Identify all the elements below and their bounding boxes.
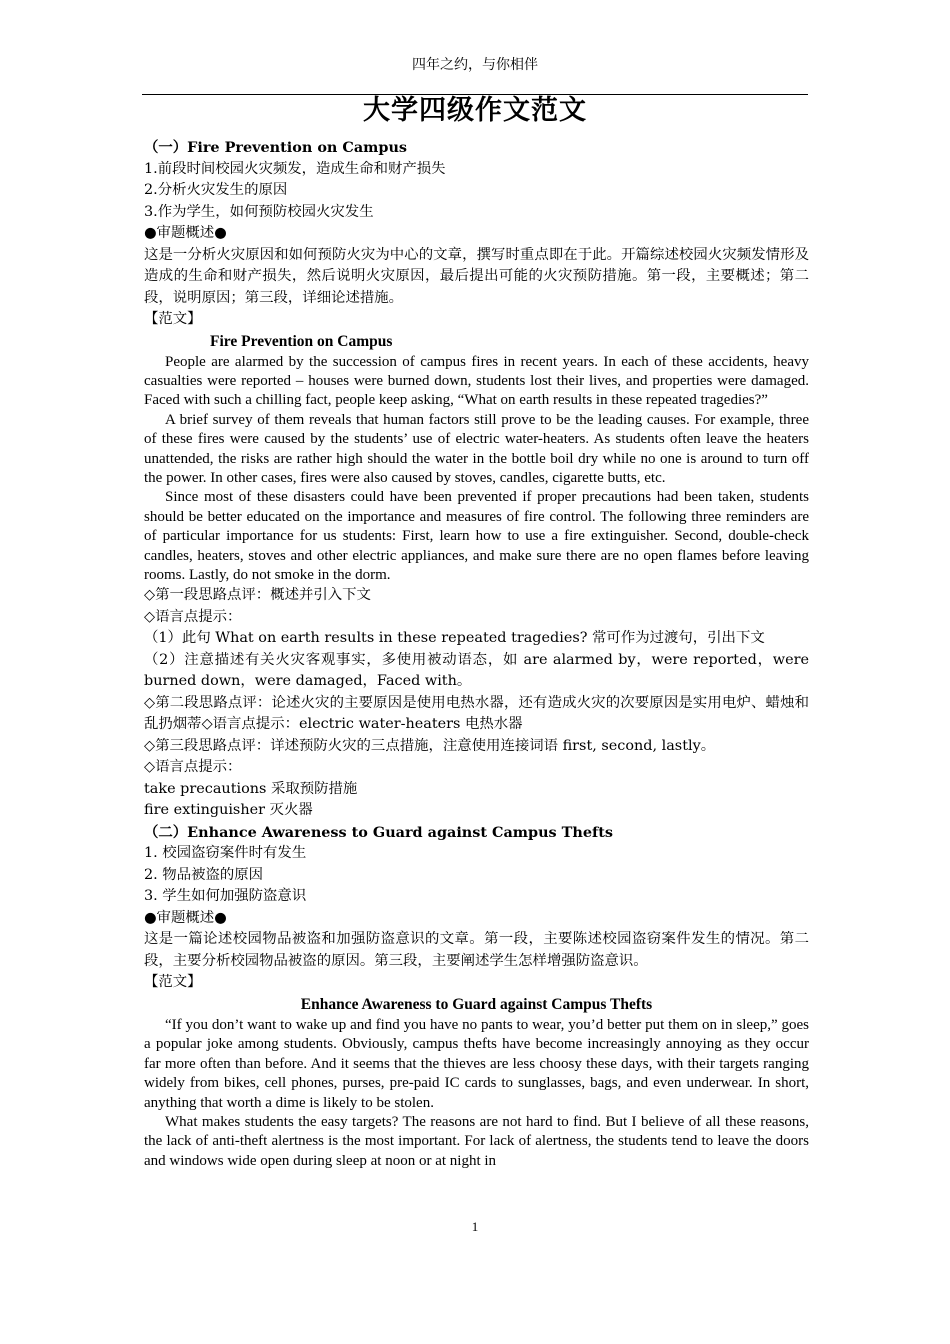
essay-title: Fire Prevention on Campus [210,332,393,350]
model-essay-label: 【范文】 [144,311,202,327]
essay-paragraph: People are alarmed by the succession of campus fires in recent years. In each of these accidents, heavy casualties were reported – houses were burned down, students lost their lives, and properties were damaged. Faced with such a chilling fact, people keep asking, “What on earth results in these repeated tragedies?” [144,353,809,409]
outline-point: 3.作为学生，如何预防校园火灾发生 [144,203,374,220]
note-line: （2）注意描述有关火灾客观事实，多使用被动语态，如 are alarmed by，were reported，were burned down，were damaged，Faced with。 [144,651,809,690]
note-line: ◇第一段思路点评：概述并引入下文 [144,587,371,604]
outline-point: 2.分析火灾发生的原因 [144,182,288,198]
overview-text: 这是一分析火灾原因和如何预防火灾为中心的文章，撰写时重点即在于此。开篇综述校园火灾频发情形及造成的生命和财产损失，然后说明火灾原因，最后提出可能的火灾预防措施。第一段，主要概述；第二段，说明原因；第三段，详细论述措施。 [144,246,809,306]
note-line: ◇第三段思路点评：详述预防火灾的三点措施，注意使用连接词语 first, second, lastly。 [144,737,716,754]
essay-paragraph: A brief survey of them reveals that human factors still prove to be the leading causes. For example, three of these fires were caused by the students’ use of electric water-heaters. As students often leave the heaters unattended, the risks are rather high should the water in the bottle boil dry while no one is around to turn off the power. In other cases, fires were also caused by stoves, candles, cigarette butts, etc. [144,411,809,486]
model-essay-label: 【范文】 [144,974,202,991]
note-line: ◇语言点提示： [144,759,242,776]
document-title: 大学四级作文范文 [363,95,587,126]
essay-paragraph: “If you don’t want to wake up and find you have no pants to wear, you’d better put them on in sleep,” goes a popular joke among students. Obviously, campus thefts have become increasingly annoying as they occur far more often than before. And it seems that the thieves are less choosy these days, with their targets ranging widely from bikes, cell phones, purses, pre-paid IC cards to sunglasses, bags, and even underwear. In short, anything that worth a dime is likely to be stolen. [144,1016,809,1111]
page-header: 四年之约，与你相伴 [412,57,538,73]
section-heading: （一）Fire Prevention on Campus [144,139,408,156]
outline-point: 2. 物品被盗的原因 [144,866,264,883]
outline-point: 1.前段时间校园火灾频发，造成生命和财产损失 [144,160,446,177]
outline-point: 1. 校园盗窃案件时有发生 [144,845,307,862]
note-line: fire extinguisher 灭火器 [144,802,313,819]
page-number: 1 [471,1219,479,1234]
note-line: ◇语言点提示： [144,608,242,625]
document-body [144,137,809,1171]
overview-label: ●审题概述● [144,909,227,926]
overview-text: 这是一篇论述校园物品被盗和加强防盗意识的文章。第一段，主要陈述校园盗窃案件发生的情况。第二段，主要分析校园物品被盗的原因。第三段，主要阐述学生怎样增强防盗意识。 [144,931,809,969]
essay-paragraph: Since most of these disasters could have been prevented if proper precautions had been taken, students should be better educated on the importance and measures of fire control. The following three reminders are of particular importance for us students: First, learn how to use a fire extinguisher. Second, double-check candles, heaters, stoves and other electric appliances, and make sure there are no open flames before leaving rooms. Lastly, do not smoke in the dorm. [144,489,809,583]
outline-point: 3. 学生如何加强防盗意识 [144,888,307,905]
overview-label: ●审题概述● [144,225,227,241]
note-line: （1）此句 What on earth results in these repeated tragedies? 常可作为过渡句，引出下文 [144,630,765,647]
note-line: take precautions 采取预防措施 [144,780,358,797]
section-heading: （二）Enhance Awareness to Guard against Campus Thefts [144,823,613,841]
essay-paragraph: What makes students the easy targets? The reasons are not hard to find. But I believe of all these reasons, the lack of anti-theft alertness is the most important. For lack of alertness, the students tend to leave the doors and windows wide open during sleep at noon or at night in [144,1113,809,1169]
essay-title: Enhance Awareness to Guard against Campus Thefts [300,995,653,1013]
note-line: ◇第二段思路点评：论述火灾的主要原因是使用电热水器，还有造成火灾的次要原因是实用电炉、蜡烛和乱扔烟蒂◇语言点提示：electric water-heaters 电热水器 [144,694,809,733]
